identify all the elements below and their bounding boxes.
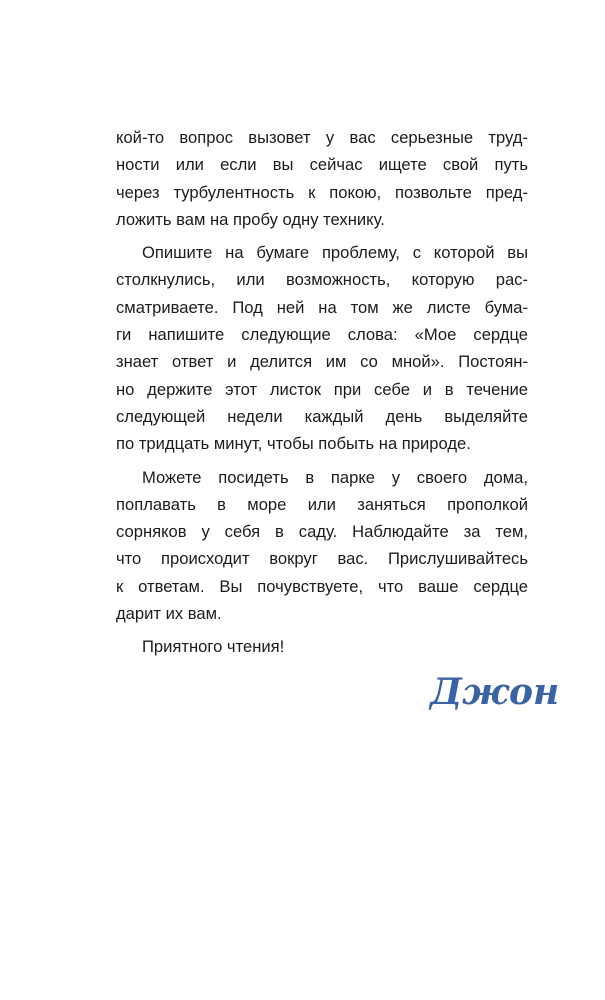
signature-text: Джон [430, 671, 560, 713]
signature [428, 662, 560, 718]
text-line: сорняков у себя в саду. Наблюдайте за тем, [116, 522, 528, 542]
text-line: Опишите на бумаге проблему, с которой вы [142, 243, 528, 263]
body-text [116, 124, 528, 667]
signature-drawing [428, 662, 560, 718]
closing-line: Приятного чтения! [142, 637, 285, 657]
text-line: по тридцать минут, чтобы побыть на природе. [116, 434, 471, 454]
text-line: кой-то вопрос вызовет у вас серьезные труд- [116, 128, 528, 147]
text-line: поплавать в море или заняться прополкой [116, 494, 528, 514]
text-line: ности или если вы сейчас ищете свой путь [116, 155, 528, 175]
text-line: что происходит вокруг вас. Прислушивайтесь [116, 549, 528, 569]
paragraph-4 [116, 633, 528, 660]
text-line: дарит их вам. [116, 604, 222, 624]
paragraph-2 [116, 239, 528, 457]
text-line: следующей недели каждый день выделяйте [116, 406, 528, 426]
text-line: ги напишите следующие слова: «Мое сердце [116, 325, 528, 345]
text-line: но держите этот листок при себе и в течение [116, 379, 528, 399]
paragraph-3 [116, 464, 528, 628]
text-line: столкнулись, или возможность, которую рас- [116, 270, 528, 290]
text-line: сматриваете. Под ней на том же листе бума- [116, 297, 528, 317]
paragraph-1 [116, 124, 528, 233]
text-line: знает ответ и делится им со мной». Постоян- [116, 352, 528, 372]
text-line: ложить вам на пробу одну технику. [116, 209, 385, 229]
text-line: через турбулентность к покою, позвольте пред- [116, 182, 528, 202]
text-line: к ответам. Вы почувствуете, что ваше сердце [116, 576, 528, 596]
text-line: Можете посидеть в парке у своего дома, [142, 467, 528, 487]
